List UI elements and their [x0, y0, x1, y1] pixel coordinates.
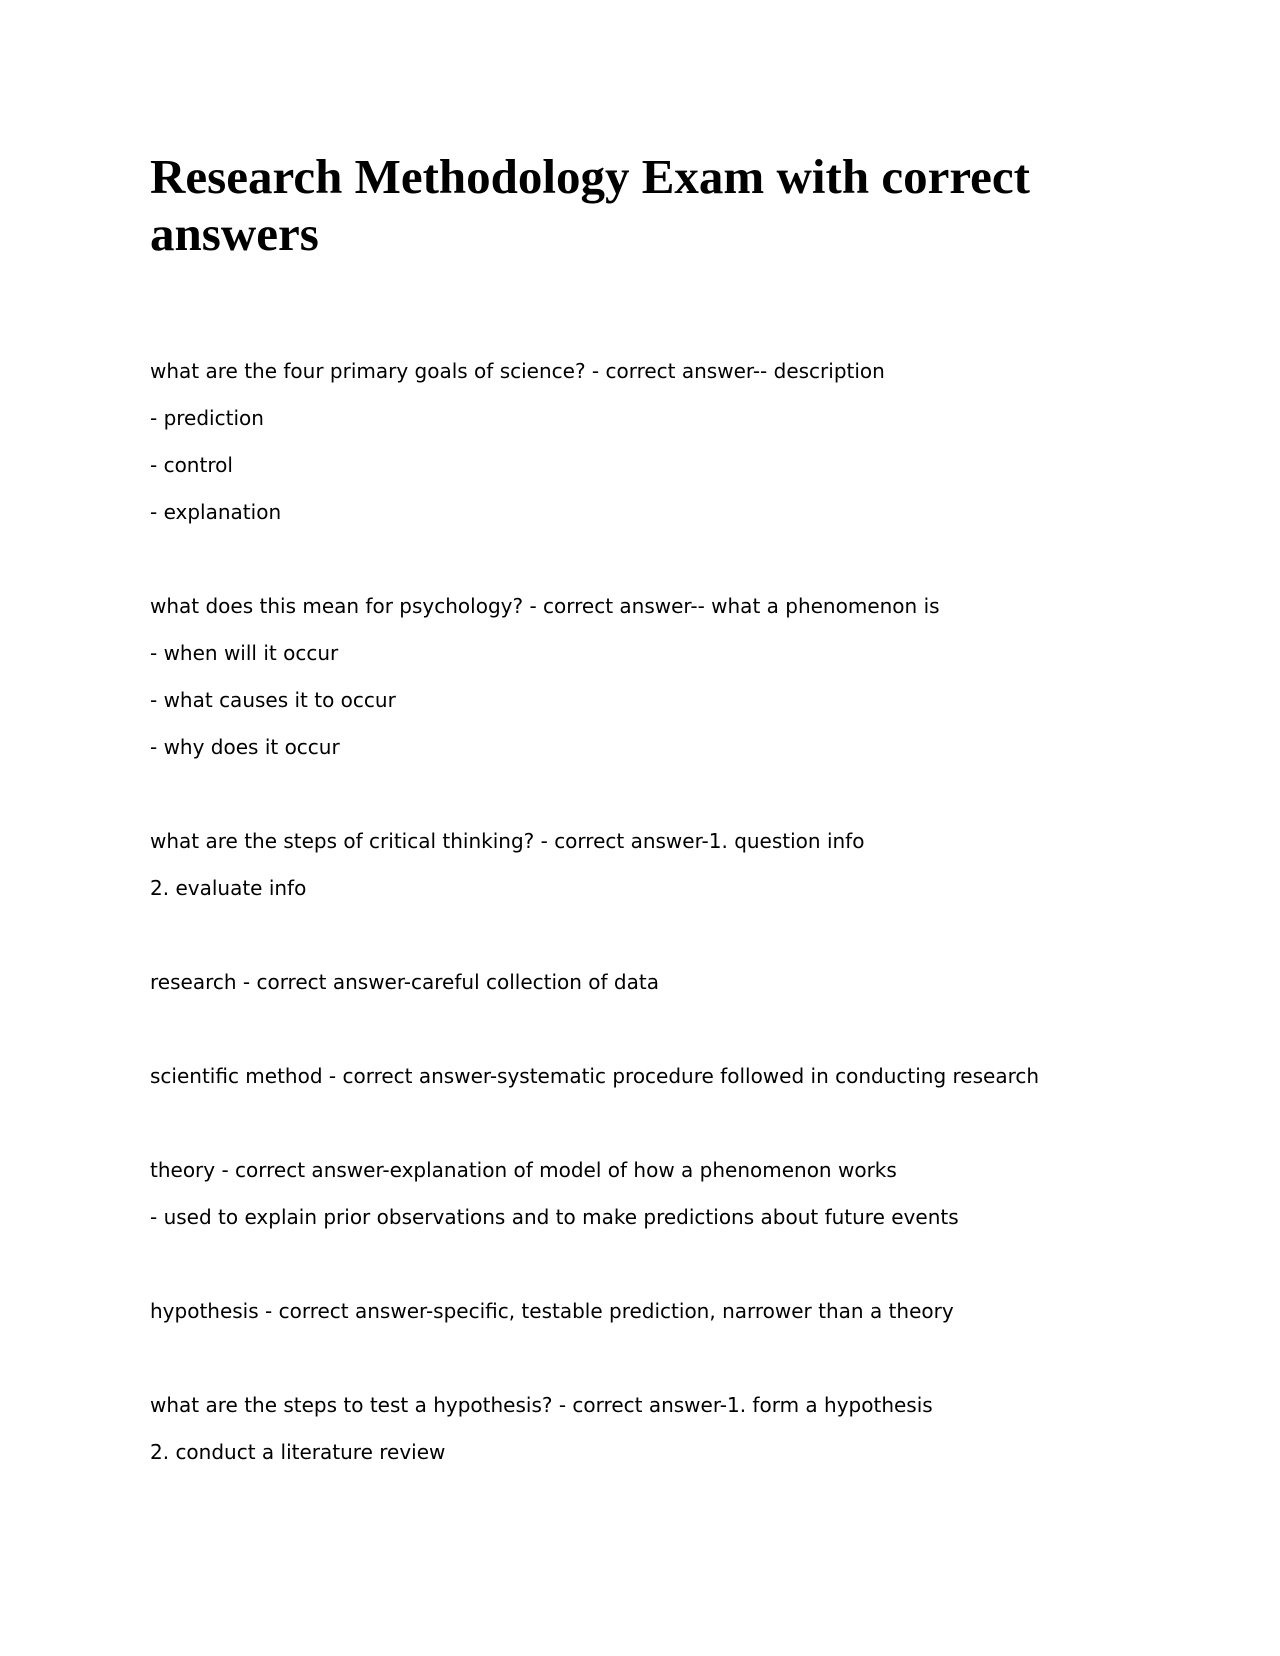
qa-line: - what causes it to occur	[150, 688, 396, 712]
qa-line: hypothesis - correct answer-specific, testable prediction, narrower than a theory	[150, 1299, 954, 1323]
qa-line: - used to explain prior observations and to make predictions about future events	[150, 1205, 959, 1229]
qa-entry	[150, 348, 1150, 536]
qa-line: theory - correct answer-explanation of model of how a phenomenon works	[150, 1158, 897, 1182]
qa-line: - prediction	[150, 406, 264, 430]
qa-entry	[150, 818, 1150, 912]
qa-line: 2. conduct a literature review	[150, 1440, 446, 1464]
qa-entry	[150, 1147, 1150, 1241]
qa-entry	[150, 959, 1150, 1006]
qa-entry	[150, 1053, 1150, 1100]
qa-line: research - correct answer-careful collection of data	[150, 970, 659, 994]
qa-entry	[150, 1382, 1150, 1476]
qa-line: what are the four primary goals of science? - correct answer-- description	[150, 359, 885, 383]
qa-entry	[150, 583, 1150, 771]
qa-line: - control	[150, 453, 233, 477]
qa-entry	[150, 1288, 1150, 1335]
qa-line: what does this mean for psychology? - correct answer-- what a phenomenon is	[150, 594, 940, 618]
page-title: Research Methodology Exam with correct answers	[150, 149, 1030, 261]
qa-line: - explanation	[150, 500, 282, 524]
qa-line: 2. evaluate info	[150, 876, 307, 900]
qa-line: scientific method - correct answer-systematic procedure followed in conducting research	[150, 1064, 1040, 1088]
qa-line: - when will it occur	[150, 641, 339, 665]
qa-line: - why does it occur	[150, 735, 340, 759]
qa-line: what are the steps to test a hypothesis? - correct answer-1. form a hypothesis	[150, 1393, 933, 1417]
qa-line: what are the steps of critical thinking? - correct answer-1. question info	[150, 829, 865, 853]
qa-list	[150, 348, 1150, 1523]
